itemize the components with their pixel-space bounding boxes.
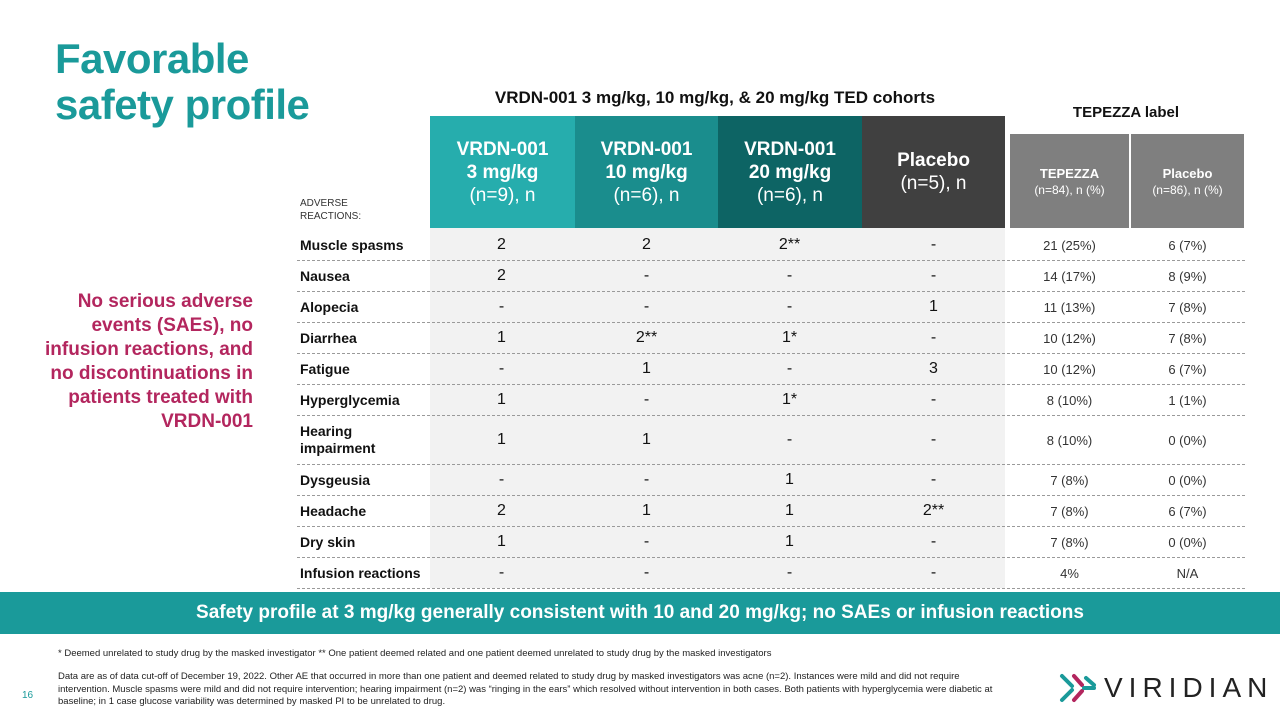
column-header-count: (n=5), n	[900, 173, 967, 194]
cohort-value-cell: 1	[497, 533, 506, 550]
table-row	[297, 416, 1245, 465]
cohort-title: VRDN-001 3 mg/kg, 10 mg/kg, & 20 mg/kg TED cohorts	[494, 88, 936, 107]
cohort-value-cell: -	[930, 329, 937, 346]
tepezza-value-cell: 8 (9%)	[1168, 268, 1207, 284]
table-row	[297, 558, 1245, 589]
cohort-value-cell: 3	[929, 360, 938, 377]
cohort-value-cell: 2	[497, 236, 506, 253]
cohort-value-cell: -	[786, 564, 793, 581]
cohort-value-cell: 2	[497, 502, 506, 519]
cohort-value-cell: -	[498, 298, 505, 315]
column-header-count: (n=9), n	[469, 184, 536, 206]
cohort-value-cell: -	[930, 431, 937, 448]
cohort-value-cell: -	[930, 236, 937, 253]
tepezza-value-cell: 7 (8%)	[1168, 330, 1207, 346]
column-header-title: VRDN-001	[744, 138, 836, 160]
cohort-value-cell: 2**	[922, 502, 945, 519]
adverse-reactions-header-line-1: ADVERSE	[300, 198, 348, 209]
table-row	[297, 261, 1245, 292]
column-header-3	[718, 116, 862, 228]
table-row	[297, 385, 1245, 416]
tepezza-value-cell: 6 (7%)	[1168, 361, 1207, 377]
cohort-value-cell: -	[643, 471, 650, 488]
tepezza-value-cell: 7 (8%)	[1050, 472, 1089, 488]
tepezza-column-header-2	[1131, 134, 1244, 228]
tepezza-value-cell: 10 (12%)	[1043, 330, 1096, 346]
table-row	[297, 323, 1245, 354]
cohort-value-cell: 1	[785, 533, 794, 550]
tepezza-header-count: (n=86), n (%)	[1152, 182, 1223, 197]
cohort-value-cell: 1	[642, 502, 651, 519]
table-row	[297, 230, 1245, 261]
cohort-value-cell: -	[786, 267, 793, 284]
tepezza-value-cell: 8 (10%)	[1046, 432, 1093, 448]
cohort-value-cell: -	[786, 431, 793, 448]
page-number: 16	[22, 690, 34, 701]
cohort-value-cell: -	[930, 471, 937, 488]
page-title-line-1: Favorable	[55, 35, 249, 82]
adverse-reactions-header-line-2: REACTIONS:	[300, 211, 362, 222]
safety-callout: No serious adverse events (SAEs), no infusion reactions, and no discontinuations in patients treated with VRDN-001	[45, 291, 253, 432]
column-header-title: 20 mg/kg	[748, 161, 832, 183]
cohort-value-cell: -	[498, 471, 505, 488]
row-label: Diarrhea	[300, 329, 357, 346]
tepezza-value-cell: 6 (7%)	[1168, 503, 1207, 519]
column-header-1	[430, 116, 575, 228]
tepezza-value-cell: 8 (10%)	[1046, 392, 1093, 408]
tepezza-header-title: Placebo	[1162, 165, 1213, 181]
tepezza-value-cell: 14 (17%)	[1043, 268, 1096, 284]
footnote-asterisks: * Deemed unrelated to study drug by the masked investigator ** One patient deemed related and one patient deemed unrelated to study drug by the masked investigators	[58, 648, 772, 659]
tepezza-value-cell: 10 (12%)	[1043, 361, 1096, 377]
tepezza-value-cell: 0 (0%)	[1168, 534, 1207, 550]
tepezza-value-cell: 7 (8%)	[1050, 534, 1089, 550]
adverse-reactions-header	[300, 197, 361, 223]
column-header-count: (n=6), n	[613, 184, 680, 206]
summary-banner: Safety profile at 3 mg/kg generally consistent with 10 and 20 mg/kg; no SAEs or infusion reactions	[0, 592, 1280, 634]
cohort-value-cell: -	[643, 391, 650, 408]
tepezza-column-header-1	[1010, 134, 1129, 228]
cohort-value-cell: 1	[642, 431, 651, 448]
cohort-value-cell: 2**	[778, 236, 801, 253]
cohort-value-cell: 1*	[781, 391, 798, 408]
tepezza-value-cell: 1 (1%)	[1168, 392, 1207, 408]
cohort-value-cell: -	[786, 360, 793, 377]
tepezza-value-cell: 21 (25%)	[1043, 237, 1096, 253]
viridian-logo-text: VIRIDIAN	[1104, 672, 1274, 703]
cohort-value-cell: 1	[929, 298, 938, 315]
row-label: Dry skin	[300, 533, 356, 550]
cohort-value-cell: 1	[497, 431, 506, 448]
row-label: Hyperglycemia	[300, 391, 400, 408]
tepezza-value-cell: 0 (0%)	[1168, 472, 1207, 488]
cohort-value-cell: -	[643, 298, 650, 315]
cohort-value-cell: 2**	[635, 329, 658, 346]
tepezza-value-cell: 6 (7%)	[1168, 237, 1207, 253]
column-header-title: 10 mg/kg	[605, 161, 688, 183]
tepezza-header-title: TEPEZZA	[1039, 165, 1100, 181]
footnote-data-cutoff: Data are as of data cut-off of December 19, 2022. Other AE that occurred in more than one patient and deemed related to study drug by masked investigators was acne (n=2). Instances were mild and did not require intervention. Muscle spasms were mild and did not require intervention; hearing impairment (n=2) was “ringing in the ears” which resolved without intervention in both cases. Both patients with hyperglycemia were diabetic at baseline; in 1 case glucose variability was determined by masked PI to be unrelated to drug.	[58, 671, 993, 707]
cohort-value-cell: -	[498, 564, 505, 581]
cohort-value-cell: -	[930, 391, 937, 408]
cohort-value-cell: 1	[497, 329, 506, 346]
row-label: Headache	[300, 502, 367, 519]
row-label: Muscle spasms	[300, 236, 404, 253]
cohort-value-cell: -	[643, 533, 650, 550]
column-header-title: 3 mg/kg	[466, 161, 539, 183]
table-row	[297, 465, 1245, 496]
row-label: Hearing impairment	[300, 423, 376, 456]
tepezza-header-count: (n=84), n (%)	[1034, 182, 1105, 197]
column-header-2	[575, 116, 718, 228]
column-header-title: VRDN-001	[600, 138, 693, 160]
table-row	[297, 496, 1245, 527]
column-header-title: VRDN-001	[456, 138, 549, 160]
row-label: Dysgeusia	[300, 471, 371, 488]
column-header-4	[862, 116, 1005, 228]
cohort-value-cell: -	[498, 360, 505, 377]
tepezza-value-cell: 7 (8%)	[1050, 503, 1089, 519]
table-row	[297, 354, 1245, 385]
row-label: Infusion reactions	[300, 564, 421, 581]
tepezza-value-cell: 0 (0%)	[1168, 432, 1207, 448]
tepezza-value-cell: 11 (13%)	[1043, 299, 1096, 315]
column-header-title: Placebo	[897, 150, 970, 171]
table-row	[297, 292, 1245, 323]
row-label: Fatigue	[300, 360, 350, 377]
viridian-logo-icon	[1058, 672, 1098, 704]
table-row	[297, 527, 1245, 558]
cohort-value-cell: 2	[497, 267, 506, 284]
cohort-value-cell: -	[786, 298, 793, 315]
row-label: Alopecia	[300, 298, 359, 315]
cohort-value-cell: 2	[642, 236, 651, 253]
tepezza-label-title: TEPEZZA label	[1072, 104, 1180, 121]
cohort-value-cell: -	[930, 564, 937, 581]
cohort-value-cell: 1*	[781, 329, 798, 346]
tepezza-value-cell: N/A	[1176, 565, 1199, 581]
cohort-value-cell: -	[643, 564, 650, 581]
cohort-value-cell: 1	[642, 360, 651, 377]
cohort-value-cell: 1	[785, 471, 794, 488]
cohort-value-cell: -	[643, 267, 650, 284]
row-label: Nausea	[300, 267, 350, 284]
tepezza-value-cell: 4%	[1060, 565, 1079, 581]
column-header-count: (n=6), n	[756, 184, 823, 206]
viridian-logo	[1058, 672, 1273, 704]
cohort-value-cell: -	[930, 533, 937, 550]
tepezza-value-cell: 7 (8%)	[1168, 299, 1207, 315]
page-title	[55, 36, 355, 128]
cohort-value-cell: 1	[785, 502, 794, 519]
cohort-value-cell: 1	[497, 391, 506, 408]
cohort-value-cell: -	[930, 267, 937, 284]
page-title-line-2: safety profile	[55, 81, 310, 128]
